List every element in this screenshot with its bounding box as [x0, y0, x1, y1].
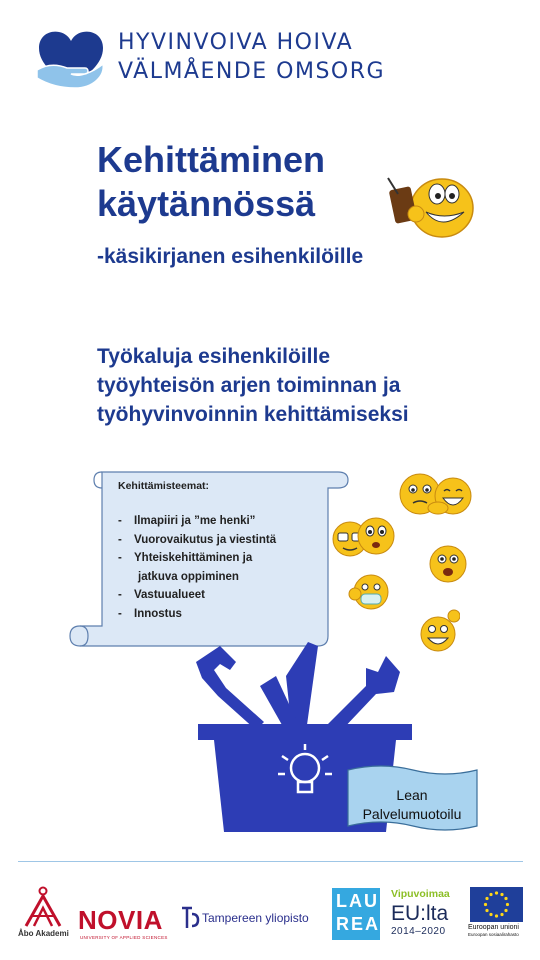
- list-item: - Ilmapiiri ja ”me henki”: [114, 512, 276, 531]
- scroll-heading: Kehittämisteemat:: [118, 480, 210, 492]
- novia-logo-text: NOVIA: [78, 905, 163, 935]
- vipuvoimaa-text: Vipuvoimaa: [391, 888, 450, 900]
- laurea-text-1: LAU: [336, 891, 379, 911]
- logo-line-2: VÄLMÅENDE OMSORG: [118, 59, 386, 84]
- novia-subtitle: UNIVERSITY OF APPLIED SCIENCES: [80, 935, 168, 940]
- banner-line-2: Palvelumuotoilu: [362, 806, 462, 822]
- abo-akademi-text: Åbo Akademi: [18, 929, 69, 938]
- themes-list: [114, 512, 276, 623]
- intro-line-1: Työkaluja esihenkilöille: [97, 345, 331, 368]
- list-item: jatkuva oppiminen: [138, 570, 239, 583]
- abo-akademi-logo-icon: [22, 886, 64, 928]
- list-item: - Vuorovaikutus ja viestintä: [114, 531, 276, 550]
- years-text: 2014–2020: [391, 926, 446, 937]
- title-line-1: Kehittäminen: [97, 139, 326, 180]
- surprised-face-icon: [428, 544, 468, 584]
- eu-fund-text: Euroopan sosiaalirahasto: [468, 932, 519, 937]
- thinking-emoji-icon: [382, 172, 478, 244]
- intro-line-3: työhyvinvoinnin kehittämiseksi: [97, 403, 409, 426]
- hyvinvoiva-hoiva-logo-icon: [35, 28, 107, 90]
- wondering-face-icon: [356, 516, 396, 556]
- hands-icon: [427, 500, 449, 516]
- title-line-2: käytännössä: [97, 183, 316, 224]
- tampere-logo-icon: [180, 906, 200, 930]
- eu-flag-icon: [470, 887, 523, 922]
- celebrating-face-icon: [418, 606, 460, 654]
- list-item: - Innostus: [114, 605, 276, 624]
- subtitle: -käsikirjanen esihenkilöille: [97, 245, 364, 268]
- eu-lta-text: EU:lta: [391, 902, 449, 925]
- footer-divider: [18, 861, 523, 862]
- logo-line-1: HYVINVOIVA HOIVA: [118, 30, 354, 55]
- banner-line-1: Lean: [396, 787, 428, 803]
- tampere-logo-text: Tampereen yliopisto: [202, 911, 309, 925]
- intro-line-2: työyhteisön arjen toiminnan ja: [97, 374, 401, 397]
- masked-face-icon: [347, 572, 391, 612]
- eu-text: Euroopan unioni: [468, 924, 519, 931]
- list-item: - Yhteiskehittäminen ja: [114, 549, 276, 568]
- laurea-text-2: REA: [336, 914, 381, 934]
- list-item: - Vastuualueet: [114, 586, 276, 605]
